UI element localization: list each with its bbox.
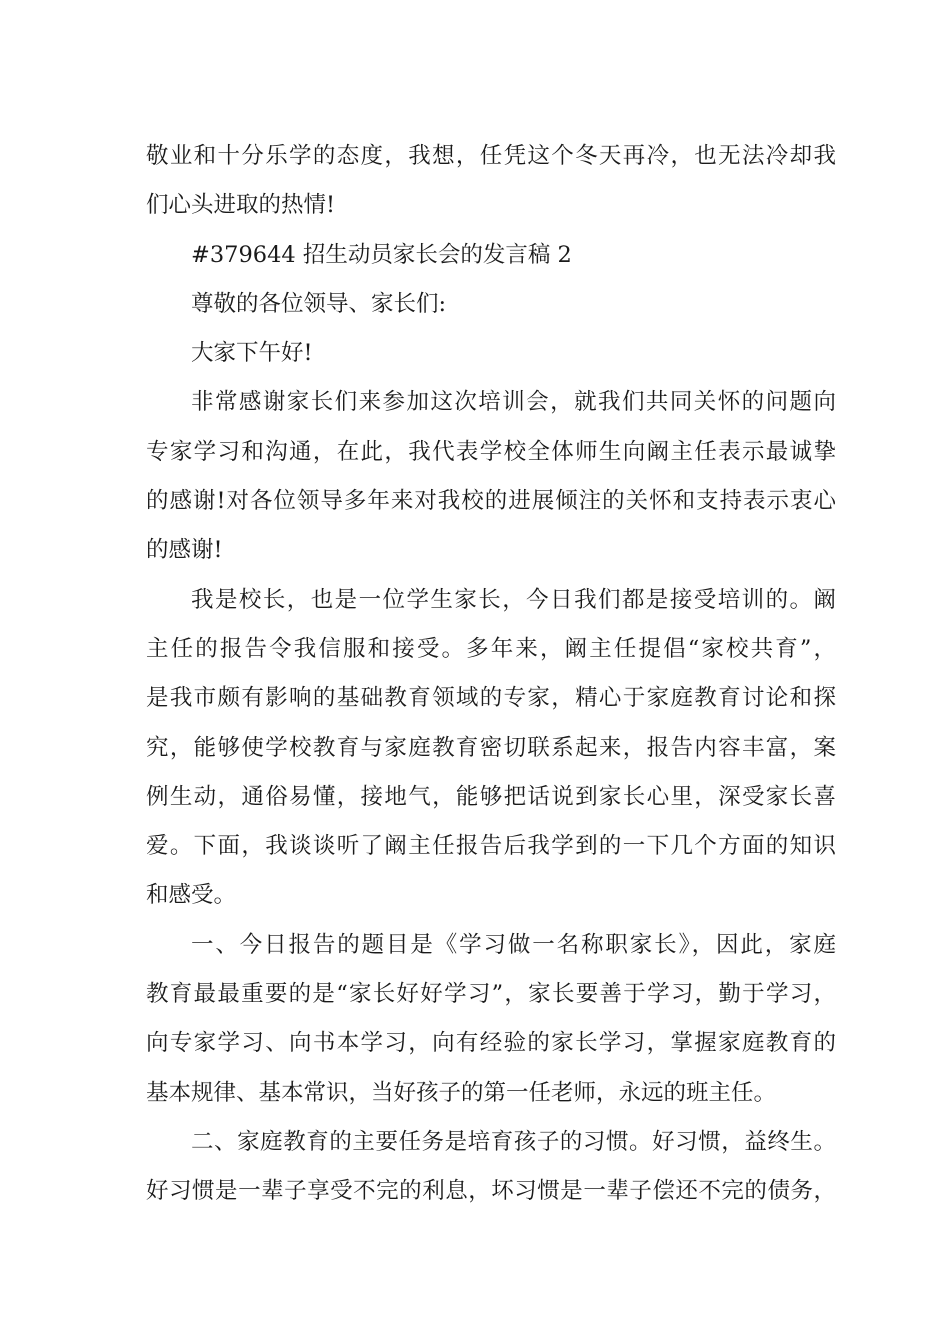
text-line: 们心头进取的热情!: [146, 192, 336, 219]
text-line: 二、家庭教育的主要任务是培育孩子的习惯。好习惯，益终生。: [191, 1128, 836, 1155]
salutation: 尊敬的各位领导、家长们:: [191, 290, 447, 317]
text-line: 爱。下面，我谈谈听了阚主任报告后我学到的一下几个方面的知识: [146, 833, 836, 860]
text-line: 一、今日报告的题目是《学习做一名称职家长》，因此，家庭: [191, 931, 836, 958]
text-line: 的感谢!对各位领导多年来对我校的进展倾注的关怀和支持表示衷心: [146, 488, 836, 515]
text-line: 好习惯是一辈子享受不完的利息，坏习惯是一辈子偿还不完的债务，: [146, 1178, 836, 1205]
text-line: 我是校长，也是一位学生家长，今日我们都是接受培训的。阚: [191, 586, 836, 613]
greeting: 大家下午好!: [191, 340, 313, 367]
text-line: 是我市颇有影响的基础教育领域的专家，精心于家庭教育讨论和探: [146, 685, 836, 712]
text-line: 基本规律、基本常识，当好孩子的第一任老师，永远的班主任。: [146, 1079, 777, 1106]
text-line: 非常感谢家长们来参加这次培训会，就我们共同关怀的问题向: [191, 389, 836, 416]
text-line: 敬业和十分乐学的态度，我想，任凭这个冬天再冷，也无法冷却我: [146, 143, 836, 169]
text-line: 专家学习和沟通，在此，我代表学校全体师生向阚主任表示最诚挚: [146, 438, 836, 465]
text-line: 和感受。: [146, 882, 237, 909]
section-heading: #379644 招生动员家长会的发言稿 2: [191, 241, 572, 268]
text-line: 究，能够使学校教育与家庭教育密切联系起来，报告内容丰富，案: [146, 734, 836, 761]
text-line: 向专家学习、向书本学习，向有经验的家长学习，掌握家庭教育的: [146, 1030, 836, 1057]
text-line: 例生动，通俗易懂，接地气，能够把话说到家长心里，深受家长喜: [146, 783, 836, 810]
document-body: [146, 132, 836, 1217]
text-line: 的感谢!: [146, 537, 223, 564]
text-line: 教育最最重要的是“家长好好学习”，家长要善于学习，勤于学习，: [146, 981, 836, 1008]
text-line: 主任的报告令我信服和接受。多年来，阚主任提倡“家校共育”，: [146, 635, 836, 662]
